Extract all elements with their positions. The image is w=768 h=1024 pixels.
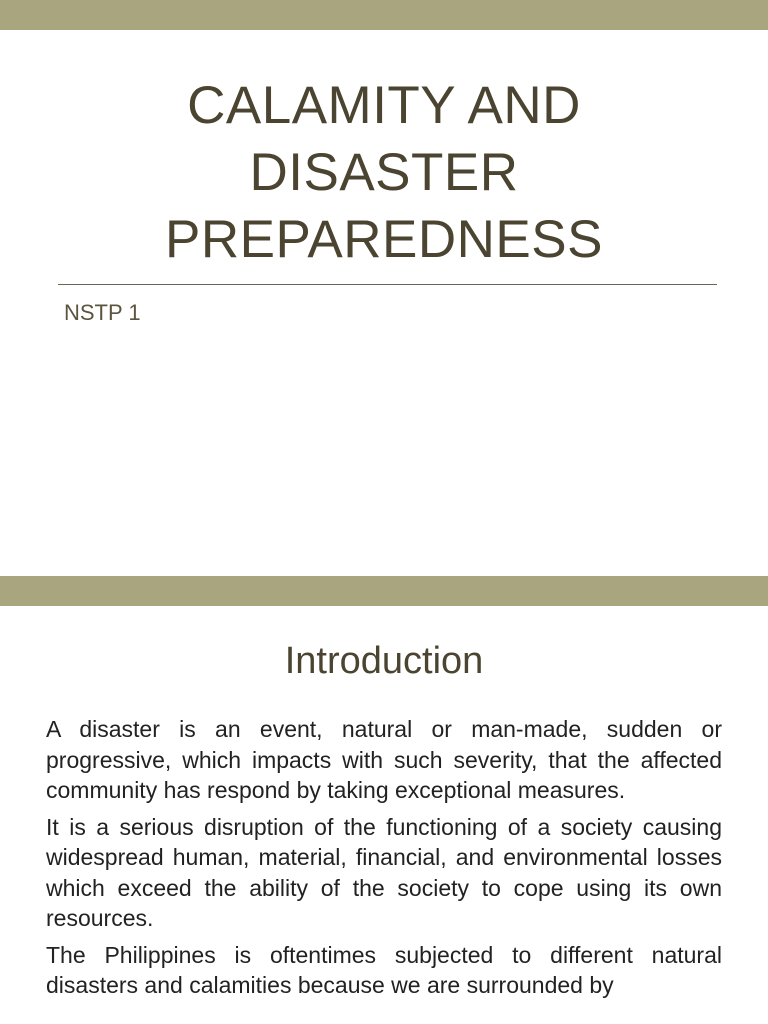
paragraph-2: It is a serious disruption of the functioning of a society causing widespread human, material, financial, and environmental losses which exceed the ability of the society to cope using its own resources. — [46, 813, 722, 931]
title-slide — [0, 30, 768, 576]
slide-subtitle: NSTP 1 — [64, 300, 141, 325]
top-accent-band — [0, 0, 768, 30]
paragraph-3: The Philippines is oftentimes subjected to different natural disasters and calamities because we are surrounded by — [46, 941, 722, 998]
slide-separator-band — [0, 576, 768, 606]
title-line-3: PREPAREDNESS — [165, 210, 603, 269]
section-heading: Introduction — [284, 640, 484, 682]
title-line-2: DISASTER — [249, 143, 519, 202]
title-divider — [58, 284, 717, 285]
title-line-1: CALAMITY AND — [187, 76, 581, 135]
slide-title — [60, 72, 708, 273]
introduction-slide — [0, 606, 768, 1024]
paragraph-1: A disaster is an event, natural or man-made, sudden or progressive, which impacts with such severity, that the affected community has respond by taking exceptional measures. — [46, 716, 722, 803]
body-text — [46, 714, 722, 1007]
